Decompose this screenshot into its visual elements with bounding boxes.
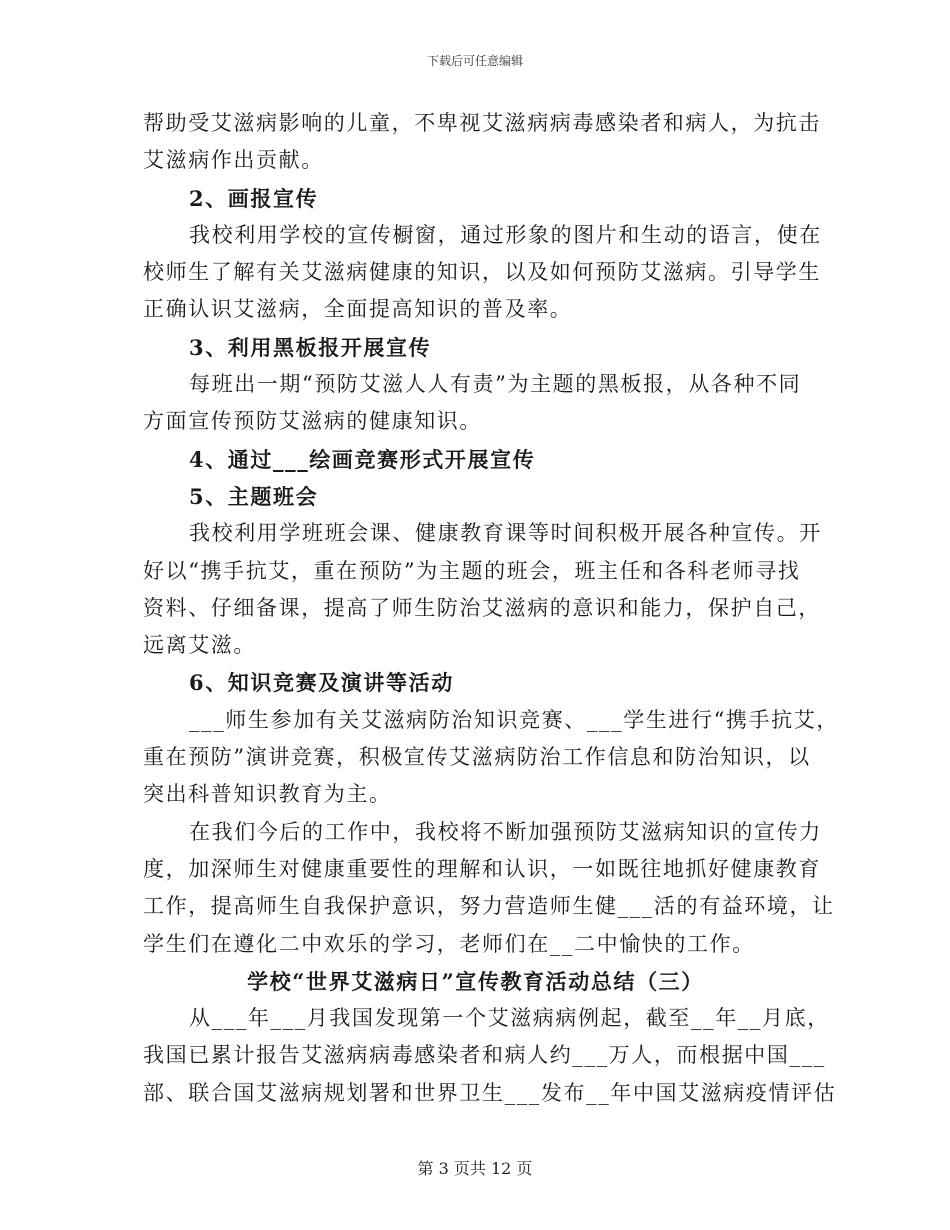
body-line: 帮助受艾滋病影响的儿童，不卑视艾滋病病毒感染者和病人，为抗击 — [143, 111, 821, 135]
document-body — [143, 105, 839, 1112]
body-line: 正确认识艾滋病，全面提高知识的普及率。 — [143, 297, 573, 322]
section-heading: 2、画报宣传 — [189, 185, 319, 211]
page-footer: 第 3 页共 12 页 — [417, 1159, 533, 1178]
body-line: 从___年___月我国发现第一个艾滋病病例起，截至__年__月底， — [189, 1006, 830, 1031]
body-line: 每班出一期“预防艾滋人人有责”为主题的黑板报，从各种不同 — [189, 372, 802, 397]
body-line: 我国已累计报告艾滋病病毒感染者和病人约___万人，而根据中国___ — [143, 1043, 826, 1068]
body-line: 突出科普知识教育为主。 — [143, 782, 392, 807]
body-line: 在我们今后的工作中，我校将不断加强预防艾滋病知识的宣传力 — [189, 819, 822, 844]
body-line: 方面宣传预防艾滋病的健康知识。 — [143, 409, 482, 434]
body-line: 工作，提高师生自我保护意识，努力营造师生健___活的有益环境，让 — [143, 894, 835, 919]
body-line: 我校利用学校的宣传橱窗，通过形象的图片和生动的语言，使在 — [189, 222, 822, 247]
section-heading: 5、主题班会 — [189, 483, 319, 509]
body-line: 度，加深师生对健康重要性的理解和认识，一如既往地抓好健康教育 — [143, 856, 821, 881]
body-line: 重在预防”演讲竞赛，积极宣传艾滋病防治工作信息和防治知识，以 — [143, 745, 811, 770]
section-heading: 6、知识竞赛及演讲等活动 — [189, 670, 454, 696]
document-title: 学校“世界艾滋病日”宣传教育活动总结（三） — [247, 968, 704, 994]
body-line: ___师生参加有关艾滋病防治知识竞赛、___学生进行“携手抗艾， — [189, 707, 839, 732]
page-header: 下载后可任意编辑 — [426, 54, 523, 68]
section-heading: 3、利用黑板报开展宣传 — [189, 334, 432, 360]
body-line: 好以“携手抗艾，重在预防”为主题的班会，班主任和各科老师寻找 — [143, 558, 801, 583]
body-line: 校师生了解有关艾滋病健康的知识，以及如何预防艾滋病。引导学生 — [143, 260, 821, 285]
body-line: 我校利用学班班会课、健康教育课等时间积极开展各种宣传。开 — [189, 521, 822, 546]
body-line: 远离艾滋。 — [143, 633, 256, 658]
body-line: 资料、仔细备课，提高了师生防治艾滋病的意识和能力，保护自己， — [143, 595, 821, 620]
body-line: 学生们在遵化二中欢乐的学习，老师们在__二中愉快的工作。 — [143, 931, 755, 956]
section-heading: 4、通过___绘画竞赛形式开展宣传 — [189, 446, 536, 472]
body-line: 艾滋病作出贡献。 — [143, 148, 324, 173]
body-line: 部、联合国艾滋病规划署和世界卫生___发布__年中国艾滋病疫情评估 — [143, 1080, 837, 1105]
